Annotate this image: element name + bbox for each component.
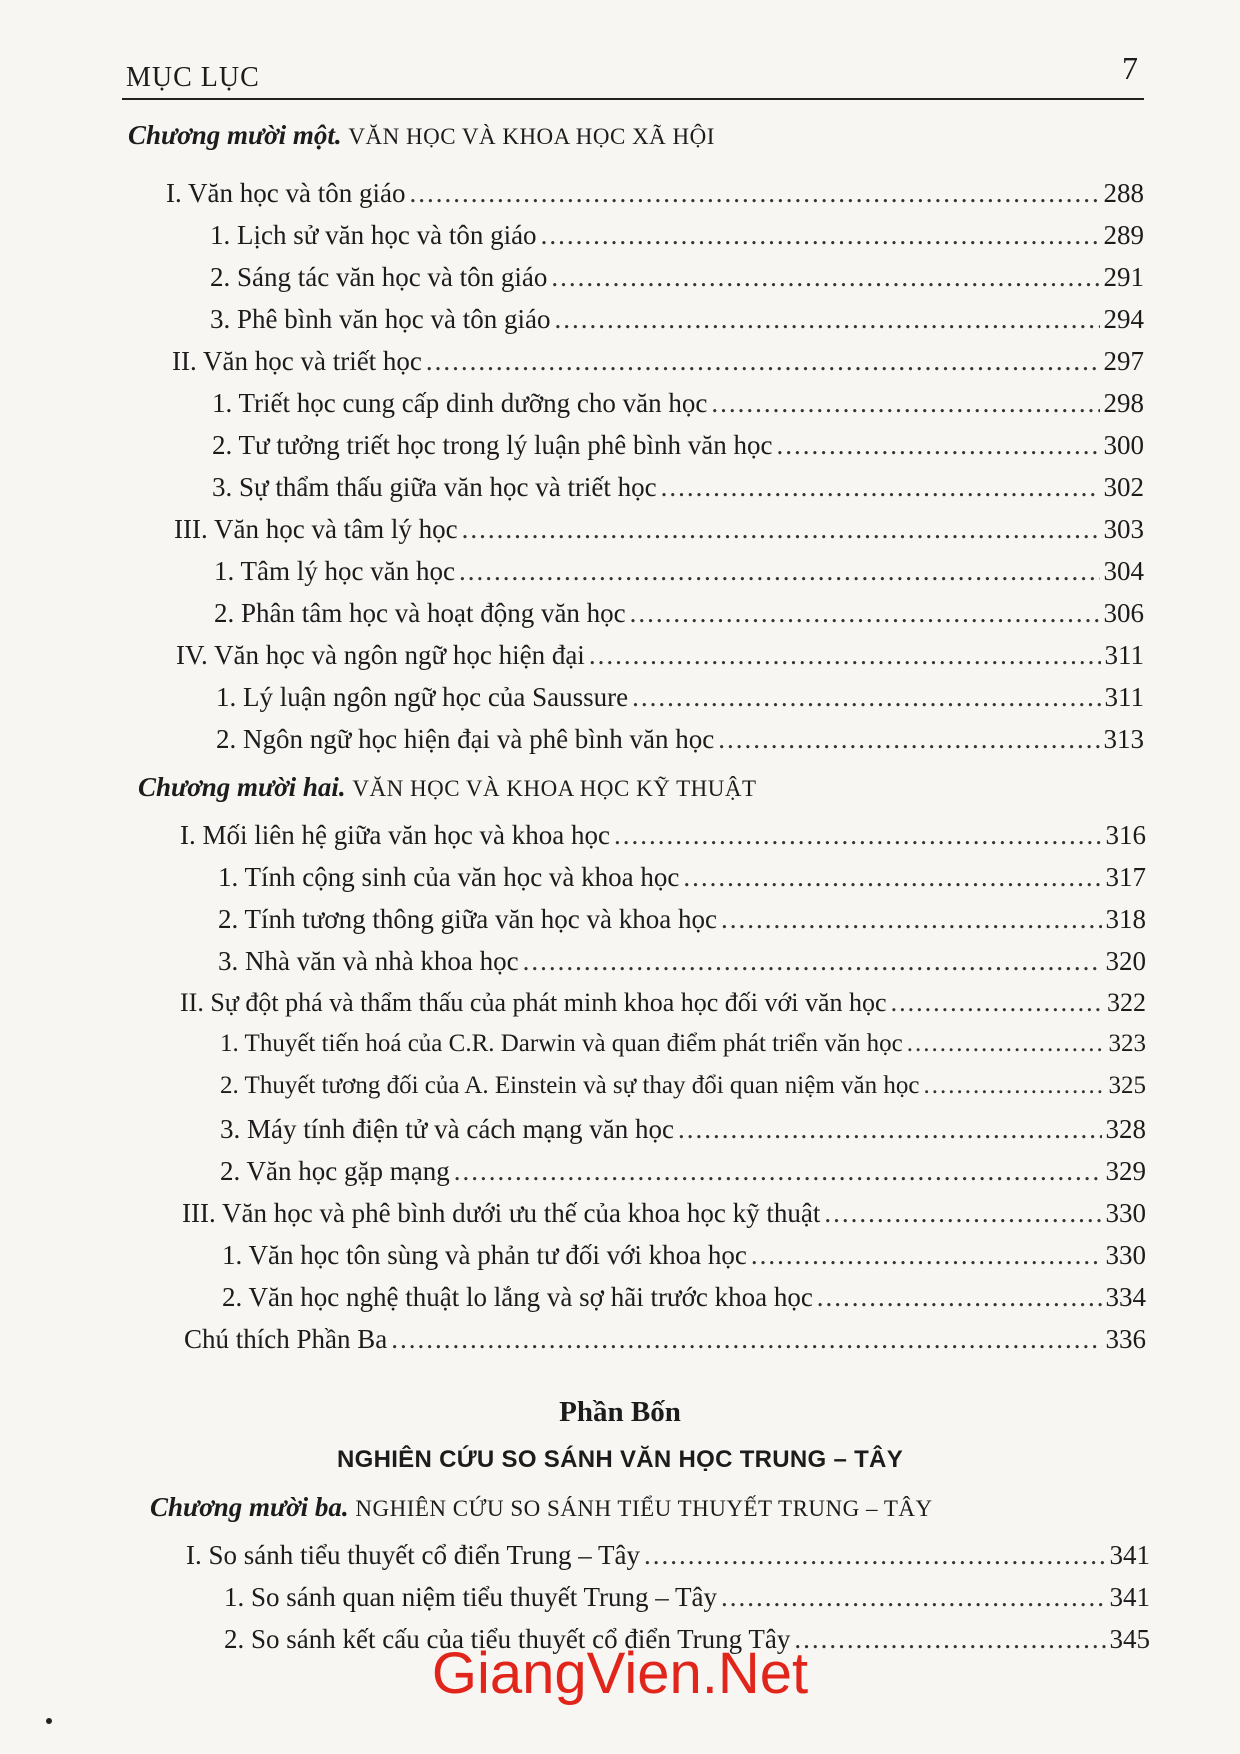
toc-entry (220, 1114, 1146, 1145)
toc-entry-page: 294 (1103, 304, 1144, 334)
dot-leader (751, 1240, 1102, 1271)
toc-entry-label: I. So sánh tiểu thuyết cổ điển Trung – Tây (186, 1540, 640, 1570)
watermark-text: GiangVien.Net (431, 1641, 809, 1706)
toc-entry-page: 341 (1109, 1582, 1150, 1612)
toc-entry-page: 318 (1105, 904, 1146, 934)
toc-entry (220, 1030, 1146, 1058)
toc-entry-page: 330 (1105, 1240, 1146, 1270)
header-title: MỤC LỤC (126, 62, 260, 93)
dot-leader (541, 220, 1100, 251)
toc-entry-page: 291 (1103, 262, 1144, 292)
toc-entry (218, 946, 1146, 977)
toc-entry-page: 303 (1103, 514, 1144, 544)
toc-entry-label: IV. Văn học và ngôn ngữ học hiện đại (176, 640, 585, 670)
dot-leader (523, 946, 1102, 977)
toc-entry-page: 311 (1104, 682, 1144, 712)
toc-entry (220, 1072, 1146, 1100)
toc-entry-page: 341 (1109, 1540, 1150, 1570)
toc-entry (186, 1540, 1150, 1571)
toc-entry (222, 1282, 1146, 1313)
dot-leader (391, 1324, 1101, 1355)
toc-entry-label: 2. Thuyết tương đối của A. Einstein và sự thay đổi quan niệm văn học (220, 1072, 920, 1099)
toc-entry (212, 388, 1144, 419)
toc-entry-page: 345 (1109, 1624, 1150, 1654)
toc-entry-label: 3. Phê bình văn học và tôn giáo (210, 304, 551, 334)
toc-entry-label: Chú thích Phần Ba (184, 1324, 388, 1354)
toc-entry (210, 304, 1144, 335)
toc-entry-label: 3. Nhà văn và nhà khoa học (218, 946, 519, 976)
part-title: Phần Bốn (559, 1396, 681, 1428)
chapter-prefix: Chương mười hai. (138, 772, 346, 802)
page-header (122, 48, 1144, 100)
toc-entry-page: 317 (1105, 862, 1146, 892)
dot-leader (409, 178, 1099, 209)
toc-entry (172, 346, 1144, 377)
toc-entry-page: 289 (1103, 220, 1144, 250)
toc-entry (224, 1582, 1150, 1613)
toc-entry (180, 988, 1146, 1018)
toc-entry-label: 2. Phân tâm học và hoạt động văn học (214, 598, 626, 628)
chapter-heading (150, 1492, 933, 1523)
toc-entry-label: 1. Lịch sử văn học và tôn giáo (210, 220, 537, 250)
toc-entry (212, 430, 1144, 461)
chapter-title: VĂN HỌC VÀ KHOA HỌC KỸ THUẬT (352, 776, 757, 801)
dot-leader (891, 988, 1103, 1018)
toc-entry (182, 1198, 1146, 1229)
toc-entry (210, 262, 1144, 293)
dot-leader (589, 640, 1101, 671)
chapter-heading (128, 120, 715, 151)
toc-entry (218, 862, 1146, 893)
toc-entry (184, 1324, 1146, 1355)
toc-entry-page: 325 (1108, 1072, 1146, 1099)
toc-entry (214, 598, 1144, 629)
toc-entry (220, 1156, 1146, 1187)
toc-entry-page: 323 (1108, 1030, 1146, 1057)
dot-leader (551, 262, 1099, 293)
toc-entry (166, 178, 1144, 209)
dot-leader (661, 472, 1100, 503)
toc-entry (218, 904, 1146, 935)
dot-leader (462, 514, 1100, 545)
toc-entry-page: 311 (1104, 640, 1144, 670)
toc-entry-page: 322 (1107, 988, 1146, 1017)
toc-entry-label: 2. Tính tương thông giữa văn học và khoa học (218, 904, 717, 934)
toc-entry (176, 640, 1144, 671)
dot-leader (711, 388, 1099, 419)
toc-entry-page: 330 (1105, 1198, 1146, 1228)
toc-entry-page: 313 (1103, 724, 1144, 754)
dot-leader (776, 430, 1099, 461)
dot-leader (454, 1156, 1102, 1187)
toc-entry-page: 329 (1105, 1156, 1146, 1186)
toc-entry-page: 316 (1105, 820, 1146, 850)
toc-entry-label: I. Mối liên hệ giữa văn học và khoa học (180, 820, 611, 850)
toc-entry-label: 2. Văn học gặp mạng (220, 1156, 450, 1186)
toc-entry-page: 328 (1105, 1114, 1146, 1144)
toc-entry-label: 1. Lý luận ngôn ngữ học của Saussure (216, 682, 629, 712)
toc-entry-page: 320 (1105, 946, 1146, 976)
toc-entry-label: III. Văn học và phê bình dưới ưu thế của khoa học kỹ thuật (182, 1198, 821, 1228)
toc-entry-page: 300 (1103, 430, 1144, 460)
chapter-prefix: Chương mười một. (128, 120, 342, 150)
toc-entry-page: 334 (1105, 1282, 1146, 1312)
toc-entry-label: II. Sự đột phá và thẩm thấu của phát minh khoa học đối với văn học (180, 988, 887, 1017)
toc-entry-label: 2. Sáng tác văn học và tôn giáo (210, 262, 548, 292)
toc-entry-label: III. Văn học và tâm lý học (174, 514, 458, 544)
dot-leader (721, 1582, 1106, 1613)
stray-dot-mark (46, 1718, 52, 1724)
toc-entry-page: 304 (1103, 556, 1144, 586)
dot-leader (721, 904, 1102, 935)
chapter-prefix: Chương mười ba. (150, 1492, 349, 1522)
toc-entry-page: 306 (1103, 598, 1144, 628)
page-number: 7 (1122, 50, 1138, 86)
dot-leader (644, 1540, 1106, 1571)
toc-entry-page: 288 (1103, 178, 1144, 208)
toc-entry-label: I. Văn học và tôn giáo (166, 178, 406, 208)
toc-entry-label: 1. Văn học tôn sùng và phản tư đối với khoa học (222, 1240, 747, 1270)
toc-entry-page: 297 (1103, 346, 1144, 376)
dot-leader (554, 304, 1099, 335)
toc-entry-page: 298 (1103, 388, 1144, 418)
toc-entry-label: II. Văn học và triết học (172, 346, 422, 376)
dot-leader (426, 346, 1100, 377)
toc-entry-label: 1. Thuyết tiến hoá của C.R. Darwin và quan điểm phát triển văn học (220, 1030, 903, 1057)
dot-leader (907, 1030, 1105, 1058)
toc-entry-label: 1. Tính cộng sinh của văn học và khoa học (218, 862, 680, 892)
toc-entry-label: 1. So sánh quan niệm tiểu thuyết Trung – Tây (224, 1582, 717, 1612)
toc-entry-label: 3. Sự thẩm thấu giữa văn học và triết học (212, 472, 657, 502)
chapter-heading (138, 772, 757, 803)
toc-entry (216, 724, 1144, 755)
dot-leader (817, 1282, 1102, 1313)
part-subtitle: NGHIÊN CỨU SO SÁNH VĂN HỌC TRUNG – TÂY (336, 1446, 903, 1473)
toc-entry-label: 1. Tâm lý học văn học (214, 556, 455, 586)
dot-leader (630, 598, 1100, 629)
toc-entry (216, 682, 1144, 713)
dot-leader (614, 820, 1101, 851)
toc-entry (222, 1240, 1146, 1271)
toc-entry (214, 556, 1144, 587)
dot-leader (824, 1198, 1101, 1229)
toc-entry-label: 2. Văn học nghệ thuật lo lắng và sợ hãi trước khoa học (222, 1282, 813, 1312)
toc-entry-page: 336 (1105, 1324, 1146, 1354)
toc-entry (210, 220, 1144, 251)
toc-entry (174, 514, 1144, 545)
dot-leader (683, 862, 1101, 893)
dot-leader (459, 556, 1100, 587)
toc-entry-page: 302 (1103, 472, 1144, 502)
dot-leader (923, 1072, 1104, 1100)
dot-leader (718, 724, 1099, 755)
toc-entry-label: 1. Triết học cung cấp dinh dưỡng cho văn học (212, 388, 708, 418)
toc-entry-label: 2. So sánh kết cấu của tiểu thuyết cổ điển Trung Tây (224, 1624, 791, 1654)
toc-entry-label: 3. Máy tính điện tử và cách mạng văn học (220, 1114, 675, 1144)
chapter-title: NGHIÊN CỨU SO SÁNH TIỂU THUYẾT TRUNG – TÂY (355, 1496, 933, 1521)
toc-entry-label: 2. Ngôn ngữ học hiện đại và phê bình văn học (216, 724, 715, 754)
toc-entry-label: 2. Tư tưởng triết học trong lý luận phê bình văn học (212, 430, 773, 460)
dot-leader (678, 1114, 1101, 1145)
dot-leader (632, 682, 1100, 713)
toc-entry (212, 472, 1144, 503)
chapter-title: VĂN HỌC VÀ KHOA HỌC XÃ HỘI (348, 124, 715, 149)
toc-entry (180, 820, 1146, 851)
